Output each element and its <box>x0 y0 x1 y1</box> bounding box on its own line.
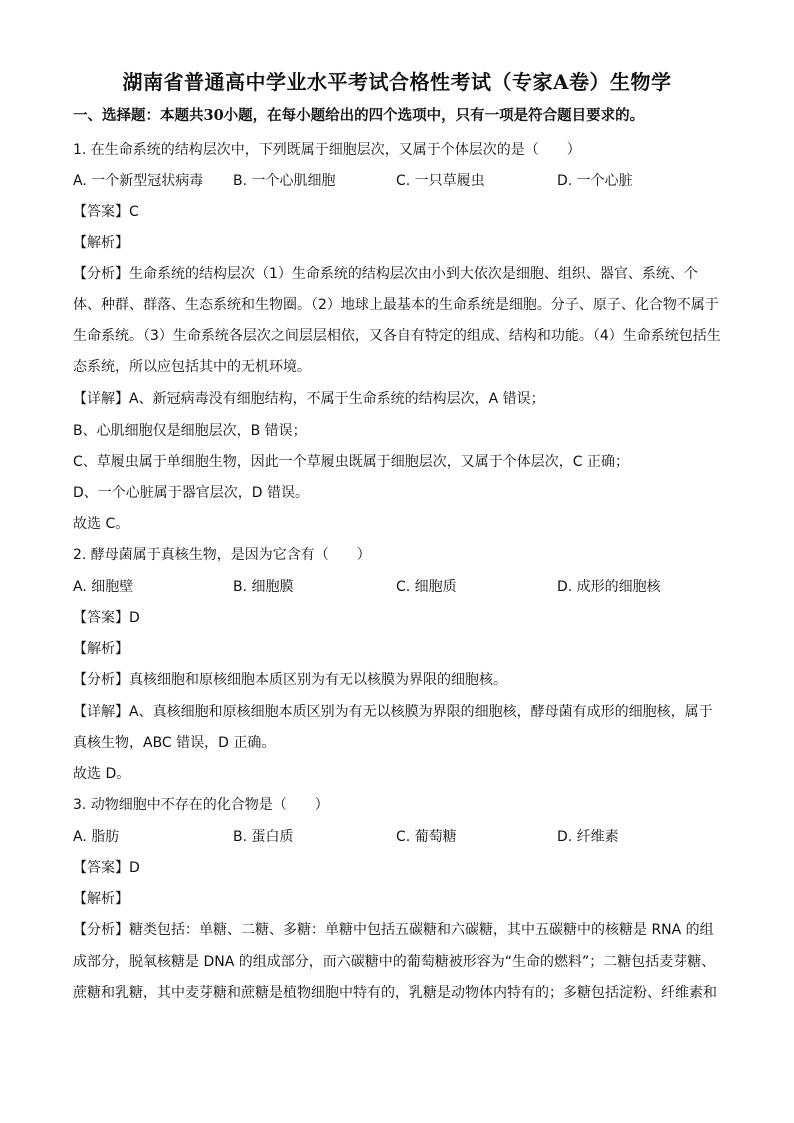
question-3-option-d: D. 纤维素 <box>557 829 619 845</box>
question-1-analysis-line: 体、种群、群落、生态系统和生物圈。（2）地球上最基本的生命系统是细胞。分子、原子、化合物不属于 <box>73 297 719 313</box>
question-3-option-b: B. 蛋白质 <box>233 829 294 845</box>
question-1-detail-line: 【详解】A、新冠病毒没有细胞结构，不属于生命系统的结构层次，A 错误； <box>73 391 545 407</box>
question-1-option-b: B. 一个心肌细胞 <box>233 173 336 189</box>
question-1-jiexi: 【解析】 <box>73 235 129 251</box>
question-2-stem: 2. 酵母菌属于真核生物，是因为它含有（ ） <box>73 547 371 563</box>
question-3-option-c: C. 葡萄糖 <box>396 829 457 845</box>
question-3-answer: 【答案】D <box>73 860 140 876</box>
question-1-answer: 【答案】C <box>73 204 139 220</box>
question-1-option-a: A. 一个新型冠状病毒 <box>73 173 204 189</box>
question-3-stem: 3. 动物细胞中不存在的化合物是（ ） <box>73 797 329 813</box>
document-title: 湖南省普通高中学业水平考试合格性考试（专家A卷）生物学 <box>122 70 672 94</box>
section-heading: 一、选择题：本题共30小题，在每小题给出的四个选项中，只有一项是符合题目要求的。 <box>73 107 645 124</box>
question-2-jiexi: 【解析】 <box>73 641 129 657</box>
question-1-analysis-line: 态系统，所以应包括其中的无机环境。 <box>73 359 311 375</box>
question-2-detail-line: 【详解】A、真核细胞和原核细胞本质区别为有无以核膜为界限的细胞核，酵母菌有成形的细胞核，属于 <box>73 704 713 720</box>
question-1-detail-line: D、一个心脏属于器官层次，D 错误。 <box>73 485 310 501</box>
question-2-option-c: C. 细胞质 <box>396 579 457 595</box>
question-1-option-d: D. 一个心脏 <box>557 173 633 189</box>
question-1-analysis-line: 【分析】生命系统的结构层次（1）生命系统的结构层次由小到大依次是细胞、组织、器官、系统、个 <box>73 266 698 282</box>
question-1-analysis-line: 生命系统。（3）生命系统各层次之间层层相依，又各自有特定的组成、结构和功能。（4）生命系统包括生 <box>73 328 721 344</box>
question-3-analysis-line: 成部分，脱氧核糖是 DNA 的组成部分，而六碳糖中的葡萄糖被形容为“生命的燃料”；二糖包括麦芽糖、 <box>73 954 716 970</box>
question-1-detail-line: B、心肌细胞仅是细胞层次，B 错误； <box>73 423 307 439</box>
question-1-option-c: C. 一只草履虫 <box>396 173 485 189</box>
question-1-stem: 1. 在生命系统的结构层次中，下列既属于细胞层次，又属于个体层次的是（ ） <box>73 142 581 158</box>
question-2-conclusion: 故选 D。 <box>73 766 131 782</box>
question-2-option-b: B. 细胞膜 <box>233 579 294 595</box>
question-3-option-a: A. 脂肪 <box>73 829 120 845</box>
question-2-option-a: A. 细胞壁 <box>73 579 134 595</box>
question-2-option-d: D. 成形的细胞核 <box>557 579 661 595</box>
question-2-detail-line: 真核生物，ABC 错误，D 正确。 <box>73 735 276 751</box>
question-2-analysis-line: 【分析】真核细胞和原核细胞本质区别为有无以核膜为界限的细胞核。 <box>73 672 507 688</box>
question-3-jiexi: 【解析】 <box>73 891 129 907</box>
question-2-answer: 【答案】D <box>73 610 140 626</box>
question-3-analysis-line: 【分析】糖类包括：单糖、二糖、多糖：单糖中包括五碳糖和六碳糖，其中五碳糖中的核糖是 RNA 的组 <box>73 922 714 938</box>
question-1-conclusion: 故选 C。 <box>73 516 130 532</box>
question-1-detail-line: C、草履虫属于单细胞生物，因此一个草履虫既属于细胞层次，又属于个体层次，C 正确； <box>73 454 629 470</box>
question-3-analysis-line: 蔗糖和乳糖，其中麦芽糖和蔗糖是植物细胞中特有的，乳糖是动物体内特有的；多糖包括淀粉、纤维素和 <box>73 985 717 1001</box>
